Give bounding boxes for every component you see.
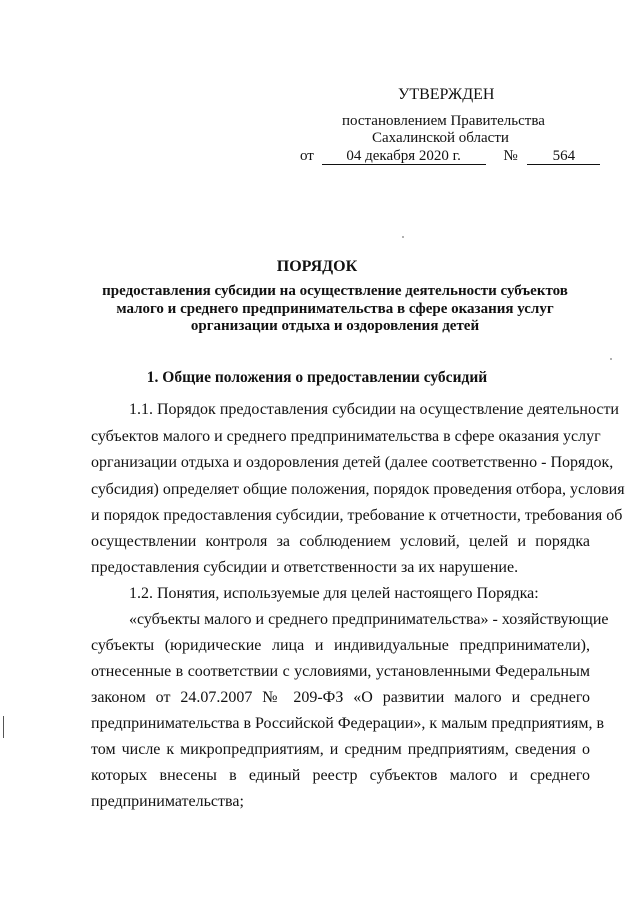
decree-line bbox=[300, 148, 600, 165]
body-line: субъектов малого и среднего предпринимательства в сфере оказания услуг bbox=[91, 428, 601, 445]
section-heading: 1. Общие положения о предоставлении субсидий bbox=[146, 369, 488, 386]
body-line: субъекты (юридические лица и индивидуальные предприниматели), bbox=[91, 637, 590, 654]
body-line: предпринимательства в Российской Федерации», к малым предприятиям, в bbox=[91, 715, 604, 732]
body-line: «субъекты малого и среднего предпринимательства» - хозяйствующие bbox=[129, 611, 609, 628]
subtitle-line: предоставления субсидии на осуществление деятельности субъектов bbox=[102, 283, 568, 299]
document-title: ПОРЯДОК bbox=[276, 258, 358, 275]
body-line: предпринимательства; bbox=[91, 793, 244, 810]
decree-date: 04 декабря 2020 г. bbox=[322, 148, 486, 165]
scan-speck bbox=[402, 236, 404, 238]
number-label: № bbox=[503, 148, 518, 164]
body-line: которых внесены в единый реестр субъектов малого и среднего bbox=[91, 767, 590, 784]
body-line: осуществлении контроля за соблюдением условий, целей и порядка bbox=[91, 533, 590, 550]
approval-authority: постановлением Правительства bbox=[342, 113, 545, 129]
body-line: и порядок предоставления субсидии, требование к отчетности, требования об bbox=[91, 507, 623, 524]
decree-number: 564 bbox=[527, 148, 600, 165]
body-line: субсидия) определяет общие положения, порядок проведения отбора, условия bbox=[91, 481, 625, 498]
scan-margin-mark bbox=[3, 716, 4, 738]
body-line: законом от 24.07.2007 № 209-ФЗ «О развитии малого и среднего bbox=[91, 689, 590, 706]
approval-title: УТВЕРЖДЕН bbox=[398, 86, 495, 103]
approval-region: Сахалинской области bbox=[372, 130, 509, 146]
body-line: организации отдыха и оздоровления детей (далее соответственно - Порядок, bbox=[91, 454, 614, 471]
date-prefix: от bbox=[300, 148, 314, 164]
document-subtitle bbox=[90, 283, 580, 336]
subtitle-line: организации отдыха и оздоровления детей bbox=[190, 318, 480, 334]
scan-speck bbox=[610, 358, 612, 360]
body-line: отнесенные в соответствии с условиями, установленными Федеральным bbox=[91, 663, 590, 680]
body-line: 1.1. Порядок предоставления субсидии на осуществление деятельности bbox=[129, 401, 619, 418]
body-line: предоставления субсидии и ответственности за их нарушение. bbox=[91, 559, 519, 576]
body-line: том числе к микропредприятиям, и средним предприятиям, сведения о bbox=[91, 741, 590, 758]
body-line: 1.2. Понятия, используемые для целей настоящего Порядка: bbox=[129, 585, 539, 602]
subtitle-line: малого и среднего предпринимательства в сфере оказания услуг bbox=[116, 300, 554, 317]
